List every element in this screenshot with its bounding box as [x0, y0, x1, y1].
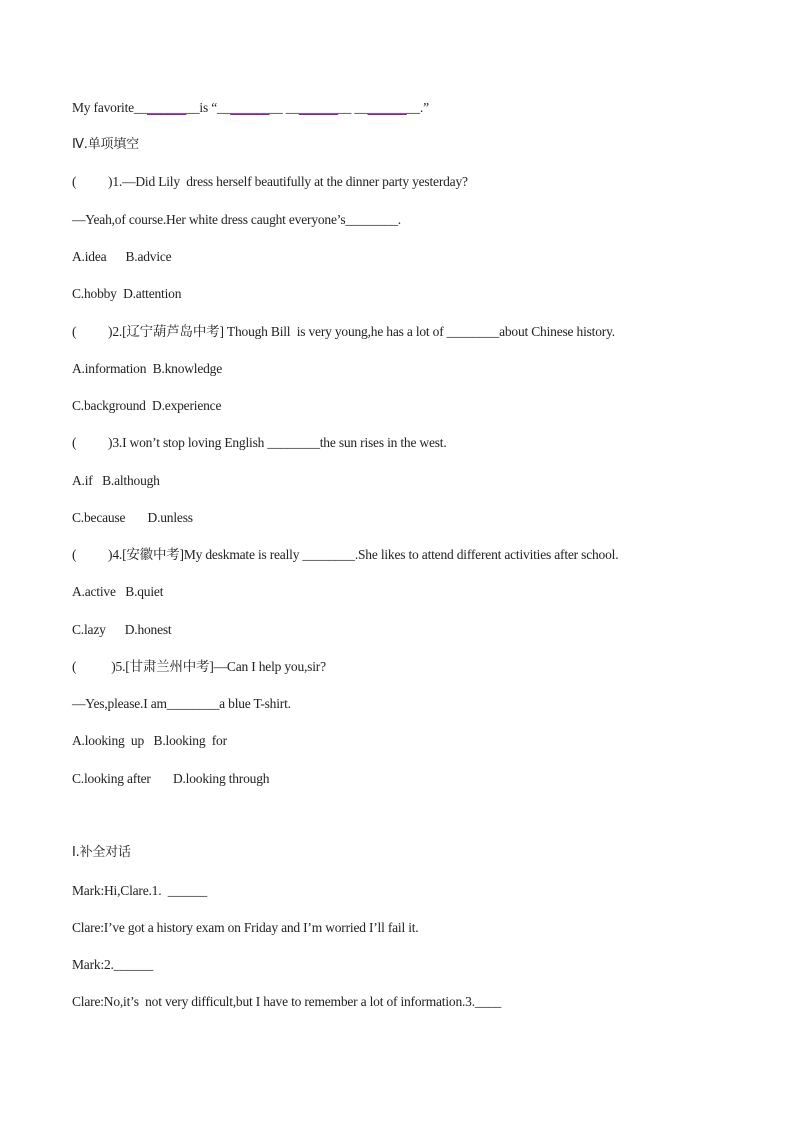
- favorite-end: __.”: [406, 100, 429, 115]
- question-5-options-cd: C.looking after D.looking through: [72, 771, 270, 786]
- question-2-stem: ( )2.[辽宁葫芦岛中考] Though Bill is very young,he has a lot of ________about Chinese history.: [72, 324, 615, 339]
- question-5-options-ab: A.looking up B.looking for: [72, 733, 227, 748]
- question-1-line-2: —Yeah,of course.Her white dress caught everyone’s________.: [72, 212, 401, 227]
- question-2-options-cd: C.background D.experience: [72, 398, 222, 413]
- favorite-mid-3: __ __: [338, 100, 368, 115]
- question-3-options-ab: A.if B.although: [72, 473, 160, 488]
- question-1-stem: ( )1.—Did Lily dress herself beautifully at the dinner party yesterday?: [72, 174, 468, 189]
- favorite-mid-1: __is “__: [186, 100, 231, 115]
- dialogue-line-1: Mark:Hi,Clare.1. ______: [72, 883, 208, 898]
- question-4-options-ab: A.active B.quiet: [72, 584, 164, 599]
- question-1-options-ab: A.idea B.advice: [72, 249, 172, 264]
- dialogue-line-2: Clare:I’ve got a history exam on Friday and I’m worried I’ll fail it.: [72, 920, 419, 935]
- question-2-options-ab: A.information B.knowledge: [72, 361, 223, 376]
- question-4-options-cd: C.lazy D.honest: [72, 622, 172, 637]
- favorite-blank-3: ______: [298, 100, 339, 115]
- question-3-options-cd: C.because D.unless: [72, 510, 193, 525]
- question-3-stem: ( )3.I won’t stop loving English ________the sun rises in the west.: [72, 435, 447, 450]
- question-1-options-cd: C.hobby D.attention: [72, 286, 182, 301]
- question-5-line-2: —Yes,please.I am________a blue T-shirt.: [72, 696, 291, 711]
- dialogue-line-4: Clare:No,it’s not very difficult,but I have to remember a lot of information.3.____: [72, 994, 502, 1009]
- question-4-stem: ( )4.[安徽中考]My deskmate is really ________.She likes to attend different activities after school.: [72, 547, 619, 562]
- section-4-heading: Ⅳ.单项填空: [72, 137, 139, 152]
- favorite-blank-2: ______: [230, 100, 270, 115]
- favorite-blank-1: ______: [147, 100, 187, 115]
- dialogue-line-3: Mark:2.______: [72, 957, 154, 972]
- favorite-sentence: [72, 100, 429, 116]
- favorite-blank-4: ______: [367, 100, 407, 115]
- favorite-prefix: My favorite__: [72, 100, 148, 115]
- question-5-stem: ( )5.[甘肃兰州中考]—Can I help you,sir?: [72, 659, 326, 674]
- section-1-heading: Ⅰ.补全对话: [72, 845, 131, 860]
- favorite-mid-2: __ __: [269, 100, 299, 115]
